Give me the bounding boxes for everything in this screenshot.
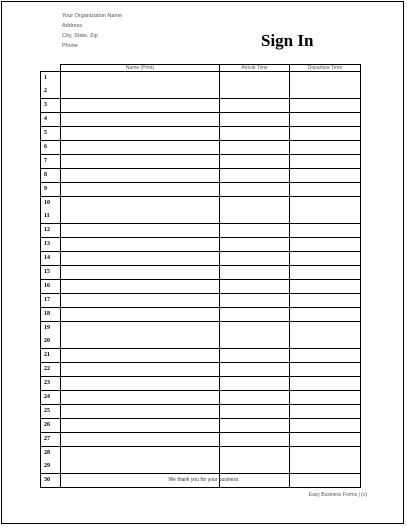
table-row bbox=[41, 197, 361, 224]
departure-time-cell[interactable] bbox=[290, 433, 361, 447]
table-row bbox=[41, 99, 361, 113]
row-number: 22 bbox=[44, 366, 50, 372]
arrival-time-cell[interactable] bbox=[220, 266, 290, 280]
row-number: 30 bbox=[44, 477, 50, 483]
arrival-time-cell[interactable] bbox=[220, 169, 290, 183]
row-number: 14 bbox=[44, 255, 50, 261]
row-number: 3 bbox=[44, 102, 47, 108]
departure-time-cell[interactable] bbox=[290, 266, 361, 280]
page-title: Sign In bbox=[261, 31, 314, 50]
row-number-cell bbox=[41, 391, 61, 405]
row-number-cell bbox=[41, 169, 61, 183]
departure-time-cell[interactable] bbox=[290, 447, 361, 474]
departure-time-cell[interactable] bbox=[290, 419, 361, 433]
row-number-cell bbox=[41, 252, 61, 266]
arrival-time-cell[interactable] bbox=[220, 141, 290, 155]
departure-time-cell[interactable] bbox=[290, 349, 361, 363]
row-number-cell bbox=[41, 294, 61, 308]
row-number-cell bbox=[41, 72, 61, 99]
organization-info bbox=[62, 11, 122, 51]
table-row bbox=[41, 280, 361, 294]
table-row bbox=[41, 419, 361, 433]
departure-time-cell[interactable] bbox=[290, 141, 361, 155]
arrival-time-cell[interactable] bbox=[220, 72, 290, 99]
table-row bbox=[41, 224, 361, 238]
departure-time-cell[interactable] bbox=[290, 294, 361, 308]
name-cell[interactable] bbox=[61, 155, 220, 169]
departure-time-cell[interactable] bbox=[290, 280, 361, 294]
departure-time-cell[interactable] bbox=[290, 405, 361, 419]
row-number: 25 bbox=[44, 408, 50, 414]
departure-time-cell[interactable] bbox=[290, 308, 361, 322]
footer-brand-text: Easy Business Forms | (c) bbox=[308, 492, 367, 498]
column-header-arrival-time: Arrival Time bbox=[220, 65, 290, 72]
table-row bbox=[41, 349, 361, 363]
row-number-cell bbox=[41, 238, 61, 252]
table-row bbox=[41, 266, 361, 280]
name-cell[interactable] bbox=[61, 280, 220, 294]
row-number-cell bbox=[41, 363, 61, 377]
departure-time-cell[interactable] bbox=[290, 252, 361, 266]
row-number: 7 bbox=[44, 158, 47, 164]
name-cell[interactable] bbox=[61, 308, 220, 322]
name-cell[interactable] bbox=[61, 447, 220, 474]
departure-time-cell[interactable] bbox=[290, 363, 361, 377]
row-number: 26 bbox=[44, 422, 50, 428]
row-number-cell bbox=[41, 127, 61, 141]
row-number-cell bbox=[41, 447, 61, 474]
name-cell[interactable] bbox=[61, 322, 220, 349]
table-row bbox=[41, 238, 361, 252]
table-header-row bbox=[41, 65, 361, 72]
row-number: 19 bbox=[44, 325, 50, 331]
departure-time-cell[interactable] bbox=[290, 113, 361, 127]
row-number: 11 bbox=[44, 213, 50, 219]
column-header-departure-time: Departure Time bbox=[290, 65, 361, 72]
name-cell[interactable] bbox=[61, 419, 220, 433]
column-header-name: Name (Print) bbox=[61, 65, 220, 72]
name-cell[interactable] bbox=[61, 169, 220, 183]
row-number: 24 bbox=[44, 394, 50, 400]
arrival-time-cell[interactable] bbox=[220, 113, 290, 127]
name-cell[interactable] bbox=[61, 391, 220, 405]
org-address: Address bbox=[62, 23, 83, 29]
row-number: 16 bbox=[44, 283, 50, 289]
row-number: 29 bbox=[44, 463, 50, 469]
row-number: 28 bbox=[44, 450, 50, 456]
row-number: 15 bbox=[44, 269, 50, 275]
table-row bbox=[41, 183, 361, 197]
table-row bbox=[41, 405, 361, 419]
table-row bbox=[41, 141, 361, 155]
departure-time-cell[interactable] bbox=[290, 183, 361, 197]
org-name: Your Organization Name bbox=[62, 13, 123, 19]
name-cell[interactable] bbox=[61, 183, 220, 197]
name-cell[interactable] bbox=[61, 99, 220, 113]
table-row bbox=[41, 308, 361, 322]
arrival-time-cell[interactable] bbox=[220, 155, 290, 169]
name-cell[interactable] bbox=[61, 141, 220, 155]
row-number: 8 bbox=[44, 172, 47, 178]
name-cell[interactable] bbox=[61, 377, 220, 391]
table-row bbox=[41, 377, 361, 391]
name-cell[interactable] bbox=[61, 197, 220, 224]
arrival-time-cell[interactable] bbox=[220, 252, 290, 266]
row-number: 9 bbox=[44, 186, 47, 192]
name-cell[interactable] bbox=[61, 224, 220, 238]
row-number-cell bbox=[41, 377, 61, 391]
row-number-cell bbox=[41, 433, 61, 447]
departure-time-cell[interactable] bbox=[290, 169, 361, 183]
sign-in-table bbox=[40, 64, 361, 488]
row-number: 20 bbox=[44, 338, 50, 344]
arrival-time-cell[interactable] bbox=[220, 280, 290, 294]
table-row bbox=[41, 169, 361, 183]
footer-thanks-text: We thank you for your business bbox=[168, 477, 239, 483]
row-number-cell bbox=[41, 197, 61, 224]
row-number-cell bbox=[41, 113, 61, 127]
row-number: 5 bbox=[44, 130, 47, 136]
departure-time-cell[interactable] bbox=[290, 377, 361, 391]
departure-time-cell[interactable] bbox=[290, 99, 361, 113]
row-number-cell bbox=[41, 99, 61, 113]
name-cell[interactable] bbox=[61, 252, 220, 266]
table-row bbox=[41, 391, 361, 405]
row-number-cell bbox=[41, 224, 61, 238]
arrival-time-cell[interactable] bbox=[220, 349, 290, 363]
departure-time-cell[interactable] bbox=[290, 391, 361, 405]
row-number-cell bbox=[41, 349, 61, 363]
table-row bbox=[41, 113, 361, 127]
org-city-state-zip: City, State, Zip bbox=[62, 33, 98, 39]
row-number: 27 bbox=[44, 436, 50, 442]
row-number: 13 bbox=[44, 241, 50, 247]
arrival-time-cell[interactable] bbox=[220, 433, 290, 447]
name-cell[interactable] bbox=[61, 433, 220, 447]
name-cell[interactable] bbox=[61, 113, 220, 127]
row-number-cell bbox=[41, 419, 61, 433]
table-row bbox=[41, 155, 361, 169]
table-row bbox=[41, 447, 361, 474]
name-cell[interactable] bbox=[61, 363, 220, 377]
arrival-time-cell[interactable] bbox=[220, 391, 290, 405]
row-number-cell bbox=[41, 280, 61, 294]
column-header-number bbox=[41, 65, 61, 72]
table-row bbox=[41, 127, 361, 141]
arrival-time-cell[interactable] bbox=[220, 99, 290, 113]
name-cell[interactable] bbox=[61, 72, 220, 99]
row-number-cell bbox=[41, 405, 61, 419]
arrival-time-cell[interactable] bbox=[220, 419, 290, 433]
departure-time-cell[interactable] bbox=[290, 224, 361, 238]
row-number-cell bbox=[41, 266, 61, 280]
arrival-time-cell[interactable] bbox=[220, 405, 290, 419]
row-number-cell bbox=[41, 141, 61, 155]
row-number: 6 bbox=[44, 144, 47, 150]
row-number: 10 bbox=[44, 200, 50, 206]
name-cell[interactable] bbox=[61, 238, 220, 252]
departure-time-cell[interactable] bbox=[290, 155, 361, 169]
arrival-time-cell[interactable] bbox=[220, 238, 290, 252]
arrival-time-cell[interactable] bbox=[220, 308, 290, 322]
row-number-cell bbox=[41, 155, 61, 169]
table-row bbox=[41, 294, 361, 308]
arrival-time-cell[interactable] bbox=[220, 363, 290, 377]
row-number: 12 bbox=[44, 227, 50, 233]
arrival-time-cell[interactable] bbox=[220, 294, 290, 308]
row-number-cell bbox=[41, 322, 61, 349]
row-number: 23 bbox=[44, 380, 50, 386]
table-row bbox=[41, 433, 361, 447]
departure-time-cell[interactable] bbox=[290, 197, 361, 224]
departure-time-cell[interactable] bbox=[290, 238, 361, 252]
arrival-time-cell[interactable] bbox=[220, 224, 290, 238]
name-cell[interactable] bbox=[61, 266, 220, 280]
row-number-cell bbox=[41, 308, 61, 322]
arrival-time-cell[interactable] bbox=[220, 183, 290, 197]
arrival-time-cell[interactable] bbox=[220, 447, 290, 474]
row-number-cell bbox=[41, 183, 61, 197]
row-number: 21 bbox=[44, 352, 50, 358]
arrival-time-cell[interactable] bbox=[220, 377, 290, 391]
departure-time-cell[interactable] bbox=[290, 72, 361, 99]
departure-time-cell[interactable] bbox=[290, 127, 361, 141]
row-number: 1 bbox=[44, 75, 47, 81]
name-cell[interactable] bbox=[61, 349, 220, 363]
arrival-time-cell[interactable] bbox=[220, 127, 290, 141]
table-row bbox=[41, 363, 361, 377]
row-number: 17 bbox=[44, 297, 50, 303]
departure-time-cell[interactable] bbox=[290, 322, 361, 349]
name-cell[interactable] bbox=[61, 127, 220, 141]
name-cell[interactable] bbox=[61, 405, 220, 419]
org-phone: Phone bbox=[62, 43, 78, 49]
name-cell[interactable] bbox=[61, 294, 220, 308]
row-number: 18 bbox=[44, 311, 50, 317]
row-number: 4 bbox=[44, 116, 47, 122]
table-row bbox=[41, 322, 361, 349]
arrival-time-cell[interactable] bbox=[220, 322, 290, 349]
arrival-time-cell[interactable] bbox=[220, 197, 290, 224]
row-number: 2 bbox=[44, 88, 47, 94]
table-row bbox=[41, 72, 361, 99]
table-row bbox=[41, 252, 361, 266]
